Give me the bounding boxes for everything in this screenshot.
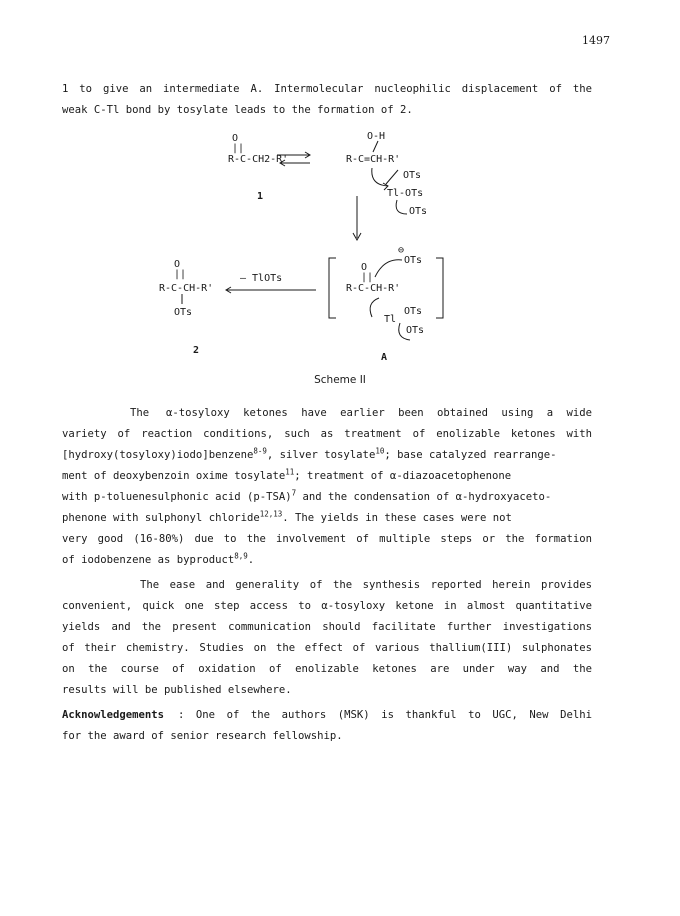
bracket-left: [329, 258, 336, 318]
para2-line-6: results will be published elsewhere.: [62, 684, 292, 696]
negative-charge: ⊖: [398, 245, 405, 256]
product-formula: R-C-CH-R': [159, 283, 214, 294]
ketone-oxygen: O: [232, 133, 239, 144]
para1-line-3: [hydroxy(tosyloxy)iodo]benzene$^{8-9}$, silver tosylate$^{10}$; base catalyzed rearrange-: [62, 446, 557, 461]
para2-line-1: The ease and generality of the synthesis reported herein provides: [140, 579, 592, 591]
para1-line-7: very good (16-80%) due to the involvement of multiple steps or the formation: [62, 533, 592, 545]
para2-line-5: on the course of oxidation of enolizable ketones are under way and the: [62, 663, 592, 675]
page-number: 1497: [582, 34, 610, 47]
tl-curved-arrow: [396, 200, 407, 214]
ack-line-2: for the award of senior research fellowship.: [62, 730, 343, 742]
scheme-caption: Scheme II: [314, 374, 366, 386]
intermediate-curved-arrow-top: [375, 260, 402, 277]
scheme-ii-diagram: [0, 0, 680, 380]
intermediate-ots-e: OTs: [406, 325, 425, 336]
tl-ots: Tl-OTs: [387, 188, 424, 199]
intermediate-curved-arrow-tl: [370, 298, 379, 317]
para2-line-3: yields and the present communication should facilitate further investigations: [62, 621, 592, 633]
para1-line-2: variety of reaction conditions, such as treatment of enolizable ketones with: [62, 428, 592, 440]
ack-line-1: : One of the authors (MSK) is thankful to UGC, New Delhi: [178, 709, 592, 721]
intro-line-1: 1 to give an intermediate A. Intermolecular nucleophilic displacement of the: [62, 83, 592, 95]
para2-line-4: of their chemistry. Studies on the effect of various thallium(III) sulphonates: [62, 642, 592, 654]
ack-title: Acknowledgements: [62, 709, 165, 721]
tl-ots-b: OTs: [409, 206, 428, 217]
product-oxygen: O: [174, 259, 181, 270]
para1-line-5: with p-toluenesulphonic acid $(p-TSA)^7$ and the condensation of α-hydroxyaceto-: [62, 488, 552, 503]
product-double-bond: ||: [174, 269, 187, 280]
enol-oh: O-H: [367, 131, 386, 142]
enol-curved-arrow: [372, 168, 388, 186]
para1-line-6: phenone with sulphonyl chloride$^{12,13}$. The yields in these cases were not: [62, 509, 512, 524]
ketone-formula: R-C-CH2-R': [228, 154, 289, 165]
intro-line-2: weak C-Tl bond by tosylate leads to the formation of 2.: [62, 104, 413, 116]
para1-line-8: of iodobenzene as byproduct$^{8,9}$.: [62, 551, 255, 566]
intermediate-tl: Tl: [384, 314, 397, 325]
enol-ots-a: OTs: [403, 170, 422, 181]
para1-line-1b: α-tosyloxy ketones have earlier been obtained using a wide: [166, 407, 592, 419]
intermediate-double-bond: ||: [361, 272, 374, 283]
para1-line-4: ment of deoxybenzoin oxime tosylate$^{11}$; treatment of α-diazoacetophenone: [62, 467, 512, 482]
intermediate-ots-d: OTs: [404, 306, 423, 317]
product-ots: OTs: [174, 307, 193, 318]
compound-1-label: 1: [257, 191, 264, 202]
para1-line-1a: The: [130, 407, 150, 419]
bracket-right: [436, 258, 443, 318]
compound-2-label: 2: [193, 345, 200, 356]
tl-bond: [386, 170, 398, 184]
intermediate-a-label: A: [381, 352, 388, 363]
para2-line-2: convenient, quick one step access to α-tosyloxy ketone in almost quantitative: [62, 600, 592, 612]
intermediate-formula: R-C-CH-R': [346, 283, 401, 294]
enol-bond: [373, 141, 378, 152]
intermediate-ots-c: OTs: [404, 255, 423, 266]
intermediate-oxygen: O: [361, 262, 368, 273]
reagent-label: — TlOTs: [240, 273, 283, 284]
enol-formula: R-C=CH-R': [346, 154, 401, 165]
ketone-double-bond: ||: [232, 143, 245, 154]
